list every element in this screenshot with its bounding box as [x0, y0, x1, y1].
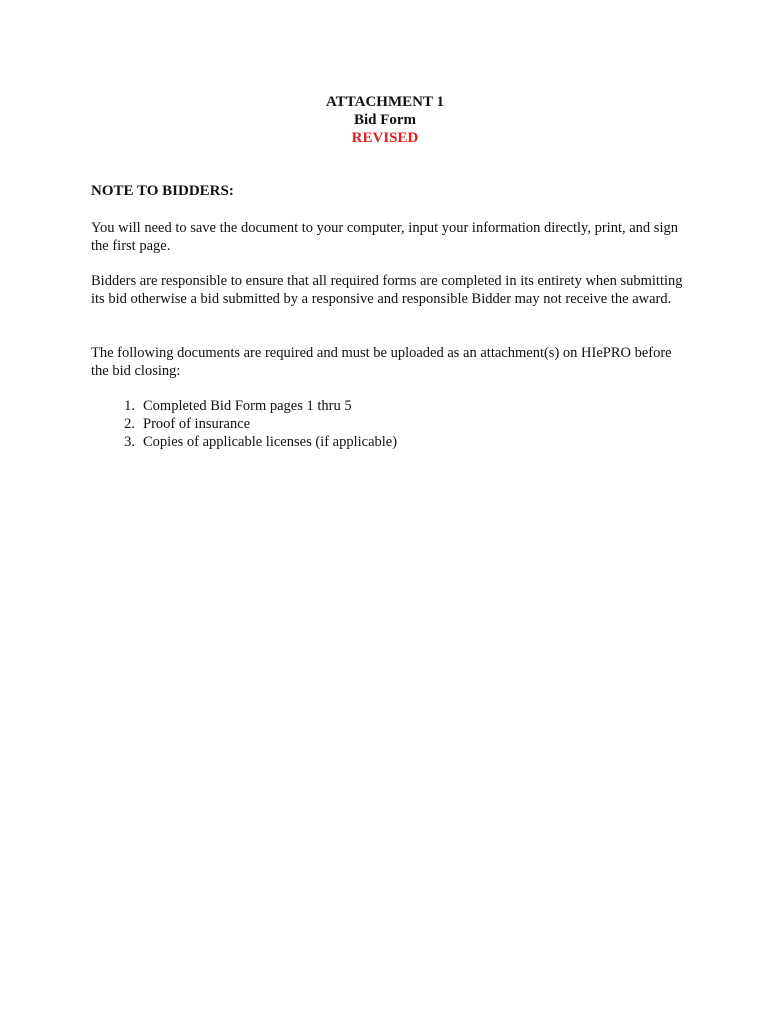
list-item: [91, 397, 651, 415]
list-item-number: 2.: [124, 416, 135, 432]
list-item: [91, 433, 651, 451]
required-documents-list: [91, 397, 651, 451]
list-item-text: Copies of applicable licenses (if applicable): [143, 434, 398, 450]
attachment-title: ATTACHMENT 1: [326, 94, 444, 110]
document-header: [0, 93, 770, 147]
required-documents-paragraph: The following documents are required and must be uploaded as an attachment(s) on HIePRO before the bid closing:: [91, 345, 672, 379]
list-item-number: 1.: [124, 398, 135, 414]
list-item-text: Completed Bid Form pages 1 thru 5: [143, 398, 352, 414]
revised-label: REVISED: [351, 130, 419, 146]
form-title: Bid Form: [353, 112, 417, 128]
list-item-number: 3.: [124, 434, 135, 450]
note-heading: NOTE TO BIDDERS:: [91, 183, 234, 199]
list-item-text: Proof of insurance: [143, 416, 251, 432]
instructions-paragraph: You will need to save the document to your computer, input your information directly, print, and sign the first page.: [91, 220, 678, 254]
responsibility-paragraph: Bidders are responsible to ensure that all required forms are completed in its entirety when submitting its bid otherwise a bid submitted by a responsive and responsible Bidder may not receive the award.: [91, 273, 683, 307]
list-item: [91, 415, 651, 433]
